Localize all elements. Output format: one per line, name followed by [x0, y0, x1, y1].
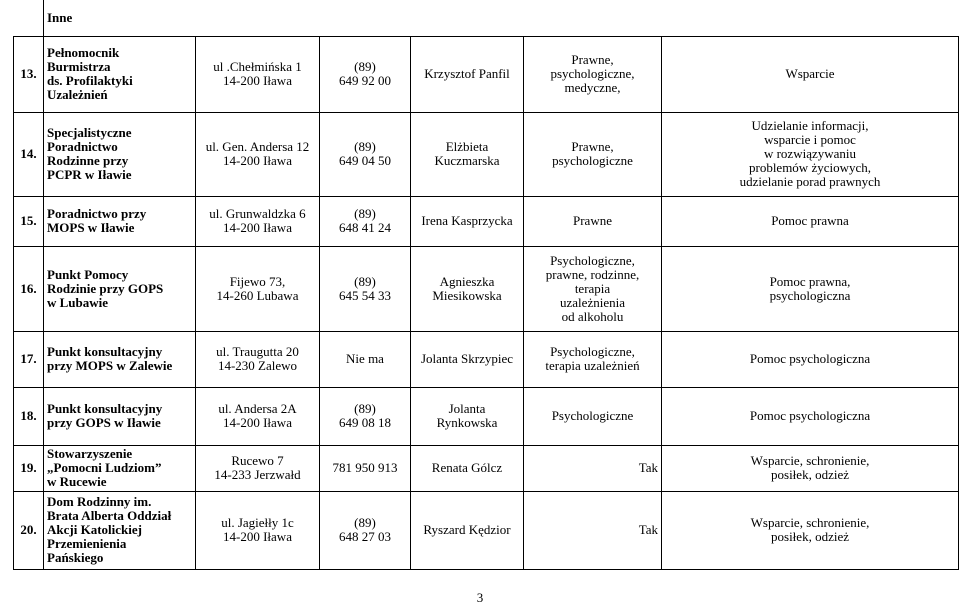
help-profile: Udzielanie informacji, wsparcie i pomoc w rozwiązywaniu problemów życiowych, udzielanie porad prawnych: [662, 112, 959, 196]
institution-name: Dom Rodzinny im. Brata Alberta Oddział Akcji Katolickiej Przemienienia Pańskiego: [44, 491, 196, 569]
help-type: Prawne, psychologiczne, medyczne,: [524, 36, 662, 112]
contact-person: Irena Kasprzycka: [411, 196, 524, 246]
contact-person: Jolanta Skrzypiec: [411, 331, 524, 387]
phone: 781 950 913: [320, 445, 411, 491]
phone: (89) 649 08 18: [320, 387, 411, 445]
help-type: Tak: [524, 445, 662, 491]
table-row: [14, 246, 959, 331]
address: Rucewo 7 14-233 Jerzwałd: [196, 445, 320, 491]
institution-name: Punkt konsultacyjny przy GOPS w Iławie: [44, 387, 196, 445]
table-row: [14, 387, 959, 445]
category-heading: Inne: [44, 0, 959, 36]
institution-name: Punkt Pomocy Rodzinie przy GOPS w Lubawie: [44, 246, 196, 331]
row-number: 13.: [14, 36, 44, 112]
table-row: [14, 112, 959, 196]
contact-person: Agnieszka Miesikowska: [411, 246, 524, 331]
address: ul. Gen. Andersa 12 14-200 Iława: [196, 112, 320, 196]
help-type: Tak: [524, 491, 662, 569]
row-number: 20.: [14, 491, 44, 569]
row-number: 16.: [14, 246, 44, 331]
help-type: Psychologiczne, terapia uzależnień: [524, 331, 662, 387]
page-number: 3: [476, 590, 484, 605]
contact-person: Renata Gólcz: [411, 445, 524, 491]
address: ul .Chełmińska 1 14-200 Iława: [196, 36, 320, 112]
address: ul. Jagiełły 1c 14-200 Iława: [196, 491, 320, 569]
help-profile: Wsparcie, schronienie, posiłek, odzież: [662, 445, 959, 491]
phone: (89) 645 54 33: [320, 246, 411, 331]
phone: (89) 648 27 03: [320, 491, 411, 569]
address: Fijewo 73, 14-260 Lubawa: [196, 246, 320, 331]
help-type: Psychologiczne: [524, 387, 662, 445]
phone: (89) 649 92 00: [320, 36, 411, 112]
table-row: [14, 36, 959, 112]
category-row: [14, 0, 959, 36]
help-profile: Pomoc psychologiczna: [662, 387, 959, 445]
contact-person: Jolanta Rynkowska: [411, 387, 524, 445]
institution-name: Punkt konsultacyjny przy MOPS w Zalewie: [44, 331, 196, 387]
phone: (89) 648 41 24: [320, 196, 411, 246]
help-profile: Pomoc prawna: [662, 196, 959, 246]
help-profile: Wsparcie, schronienie, posiłek, odzież: [662, 491, 959, 569]
table-row: [14, 196, 959, 246]
help-profile: Pomoc prawna, psychologiczna: [662, 246, 959, 331]
contact-person: Krzysztof Panfil: [411, 36, 524, 112]
help-profile: Pomoc psychologiczna: [662, 331, 959, 387]
address: ul. Traugutta 20 14-230 Zalewo: [196, 331, 320, 387]
row-number: 17.: [14, 331, 44, 387]
help-type: Prawne, psychologiczne: [524, 112, 662, 196]
institution-name: Stowarzyszenie „Pomocni Ludziom” w Rucewie: [44, 445, 196, 491]
table-row: [14, 331, 959, 387]
table-row: [14, 445, 959, 491]
phone: (89) 649 04 50: [320, 112, 411, 196]
phone: Nie ma: [320, 331, 411, 387]
row-number: 18.: [14, 387, 44, 445]
institution-name: Poradnictwo przy MOPS w Iławie: [44, 196, 196, 246]
help-profile: Wsparcie: [662, 36, 959, 112]
help-type: Prawne: [524, 196, 662, 246]
table-row: [14, 491, 959, 569]
row-number: 14.: [14, 112, 44, 196]
institution-name: Specjalistyczne Poradnictwo Rodzinne przy PCPR w Iławie: [44, 112, 196, 196]
address: ul. Grunwaldzka 6 14-200 Iława: [196, 196, 320, 246]
institution-name: Pełnomocnik Burmistrza ds. Profilaktyki Uzależnień: [44, 36, 196, 112]
row-number: 15.: [14, 196, 44, 246]
contact-person: Ryszard Kędzior: [411, 491, 524, 569]
help-type: Psychologiczne, prawne, rodzinne, terapia uzależnienia od alkoholu: [524, 246, 662, 331]
address: ul. Andersa 2A 14-200 Iława: [196, 387, 320, 445]
contact-person: Elżbieta Kuczmarska: [411, 112, 524, 196]
institutions-table: [13, 0, 959, 570]
row-number: 19.: [14, 445, 44, 491]
